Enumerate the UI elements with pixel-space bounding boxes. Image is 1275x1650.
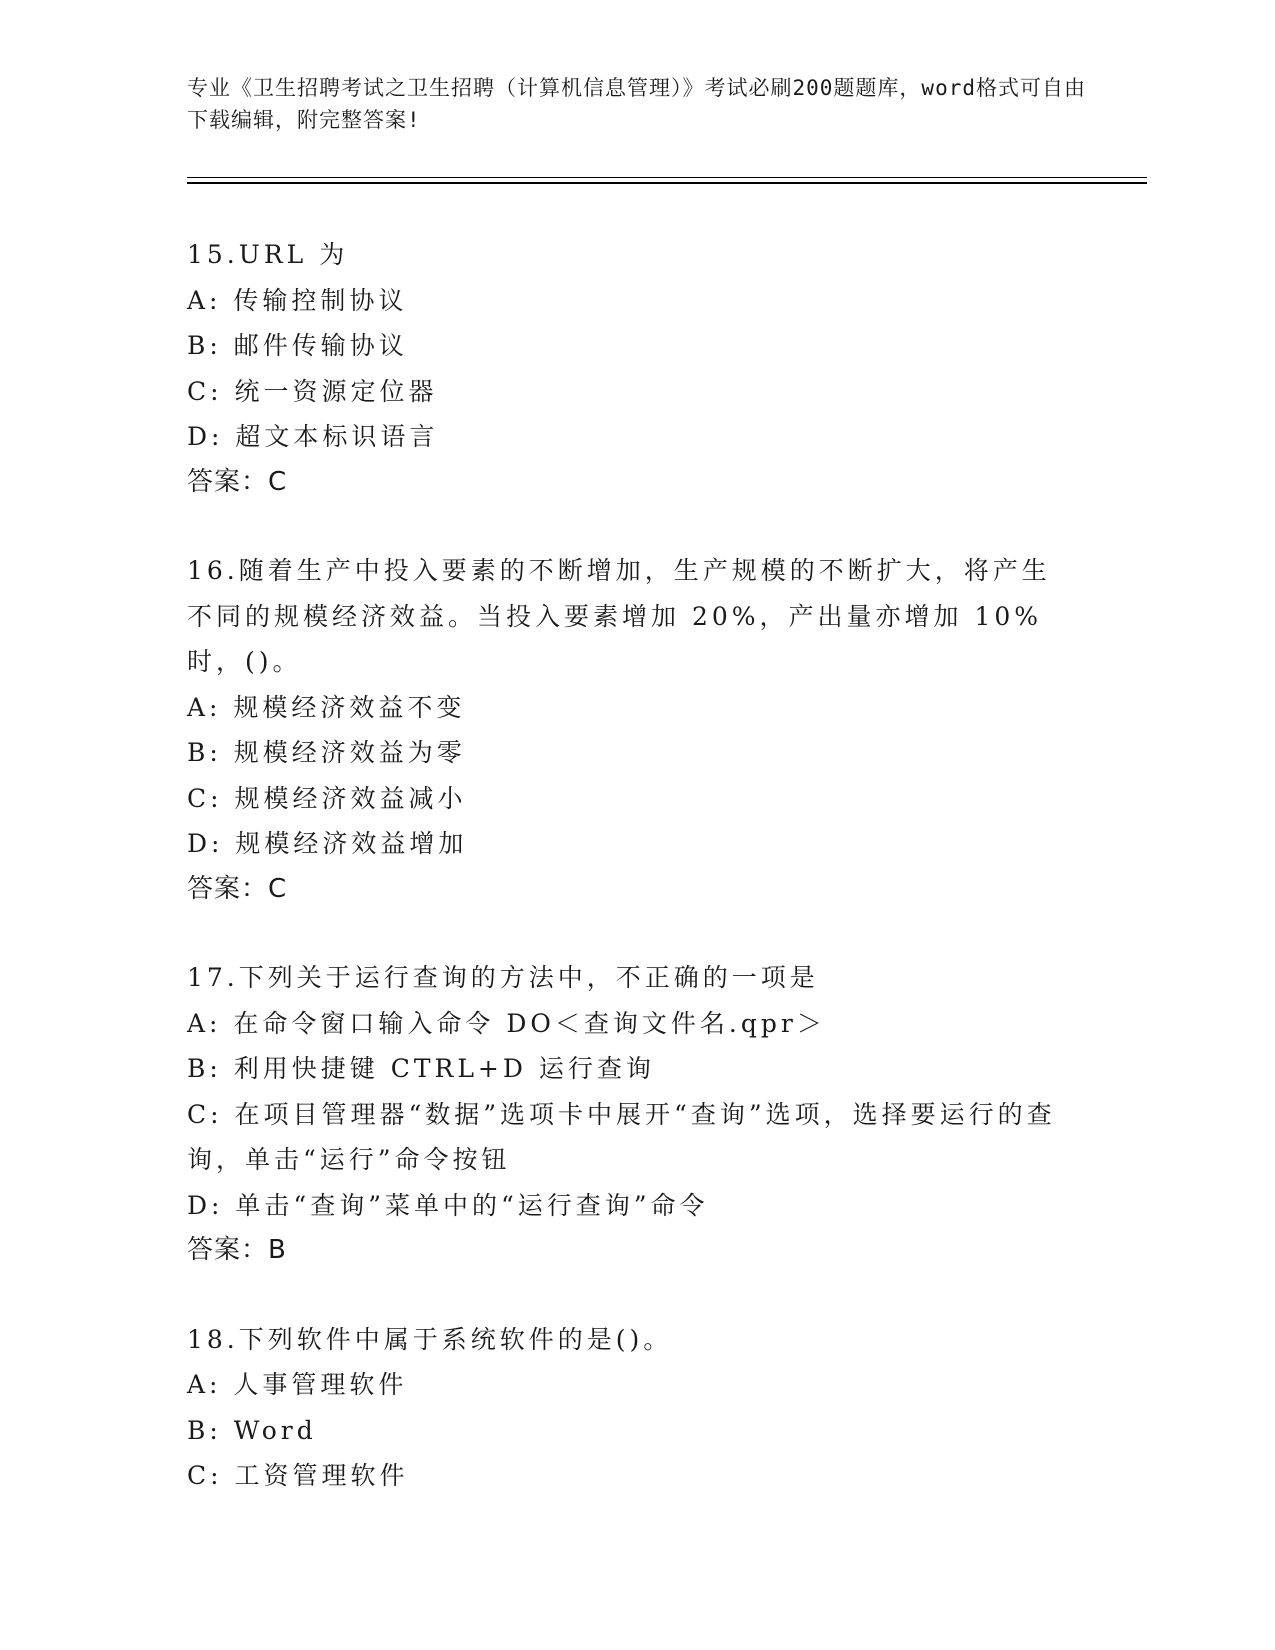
option-d: D: 超文本标识语言 bbox=[187, 422, 439, 451]
question-18 bbox=[187, 1317, 1087, 1499]
document-header: 专业《卫生招聘考试之卫生招聘（计算机信息管理）》考试必刷200题题库，word格式可自由下载编辑，附完整答案! bbox=[187, 76, 1086, 132]
question-17 bbox=[187, 955, 1087, 1274]
option-b: B: 规模经济效益为零 bbox=[187, 738, 466, 767]
option-b: B: Word bbox=[187, 1415, 317, 1445]
option-b: B: 邮件传输协议 bbox=[187, 331, 408, 360]
option-a: A: 在命令窗口输入命令 DO＜查询文件名.qpr＞ bbox=[187, 1008, 826, 1038]
option-a: A: 传输控制协议 bbox=[187, 285, 408, 315]
option-c: C: 工资管理软件 bbox=[187, 1461, 409, 1490]
question-list bbox=[187, 232, 1087, 1542]
question-stem: 18.下列软件中属于系统软件的是()。 bbox=[187, 1324, 673, 1354]
answer-line: 答案：B bbox=[187, 1235, 287, 1265]
header-divider-top bbox=[187, 177, 1147, 178]
option-c: C: 在项目管理器“数据”选项卡中展开“查询”选项，选择要运行的查询，单击“运行”命令按钮 bbox=[187, 1099, 1056, 1174]
question-stem: 15.URL 为 bbox=[187, 240, 349, 269]
option-a: A: 人事管理软件 bbox=[187, 1370, 408, 1399]
answer-line: 答案：C bbox=[187, 466, 288, 497]
option-d: D: 规模经济效益增加 bbox=[187, 829, 468, 858]
answer-line: 答案：C bbox=[187, 873, 288, 904]
header-divider-bottom bbox=[187, 182, 1147, 184]
question-15 bbox=[187, 232, 1087, 505]
option-c: C: 统一资源定位器 bbox=[187, 376, 438, 406]
option-d: D: 单击“查询”菜单中的“运行查询”命令 bbox=[187, 1190, 709, 1220]
option-a: A: 规模经济效益不变 bbox=[187, 692, 466, 722]
question-stem: 16.随着生产中投入要素的不断增加，生产规模的不断扩大，将产生不同的规模经济效益。当投入要素增加 20%，产出量亦增加 10%时，()。 bbox=[187, 556, 1051, 676]
question-stem: 17.下列关于运行查询的方法中，不正确的一项是 bbox=[187, 963, 819, 992]
question-16 bbox=[187, 548, 1087, 912]
option-b: B: 利用快捷键 CTRL+D 运行查询 bbox=[187, 1054, 655, 1083]
option-c: C: 规模经济效益减小 bbox=[187, 783, 467, 813]
